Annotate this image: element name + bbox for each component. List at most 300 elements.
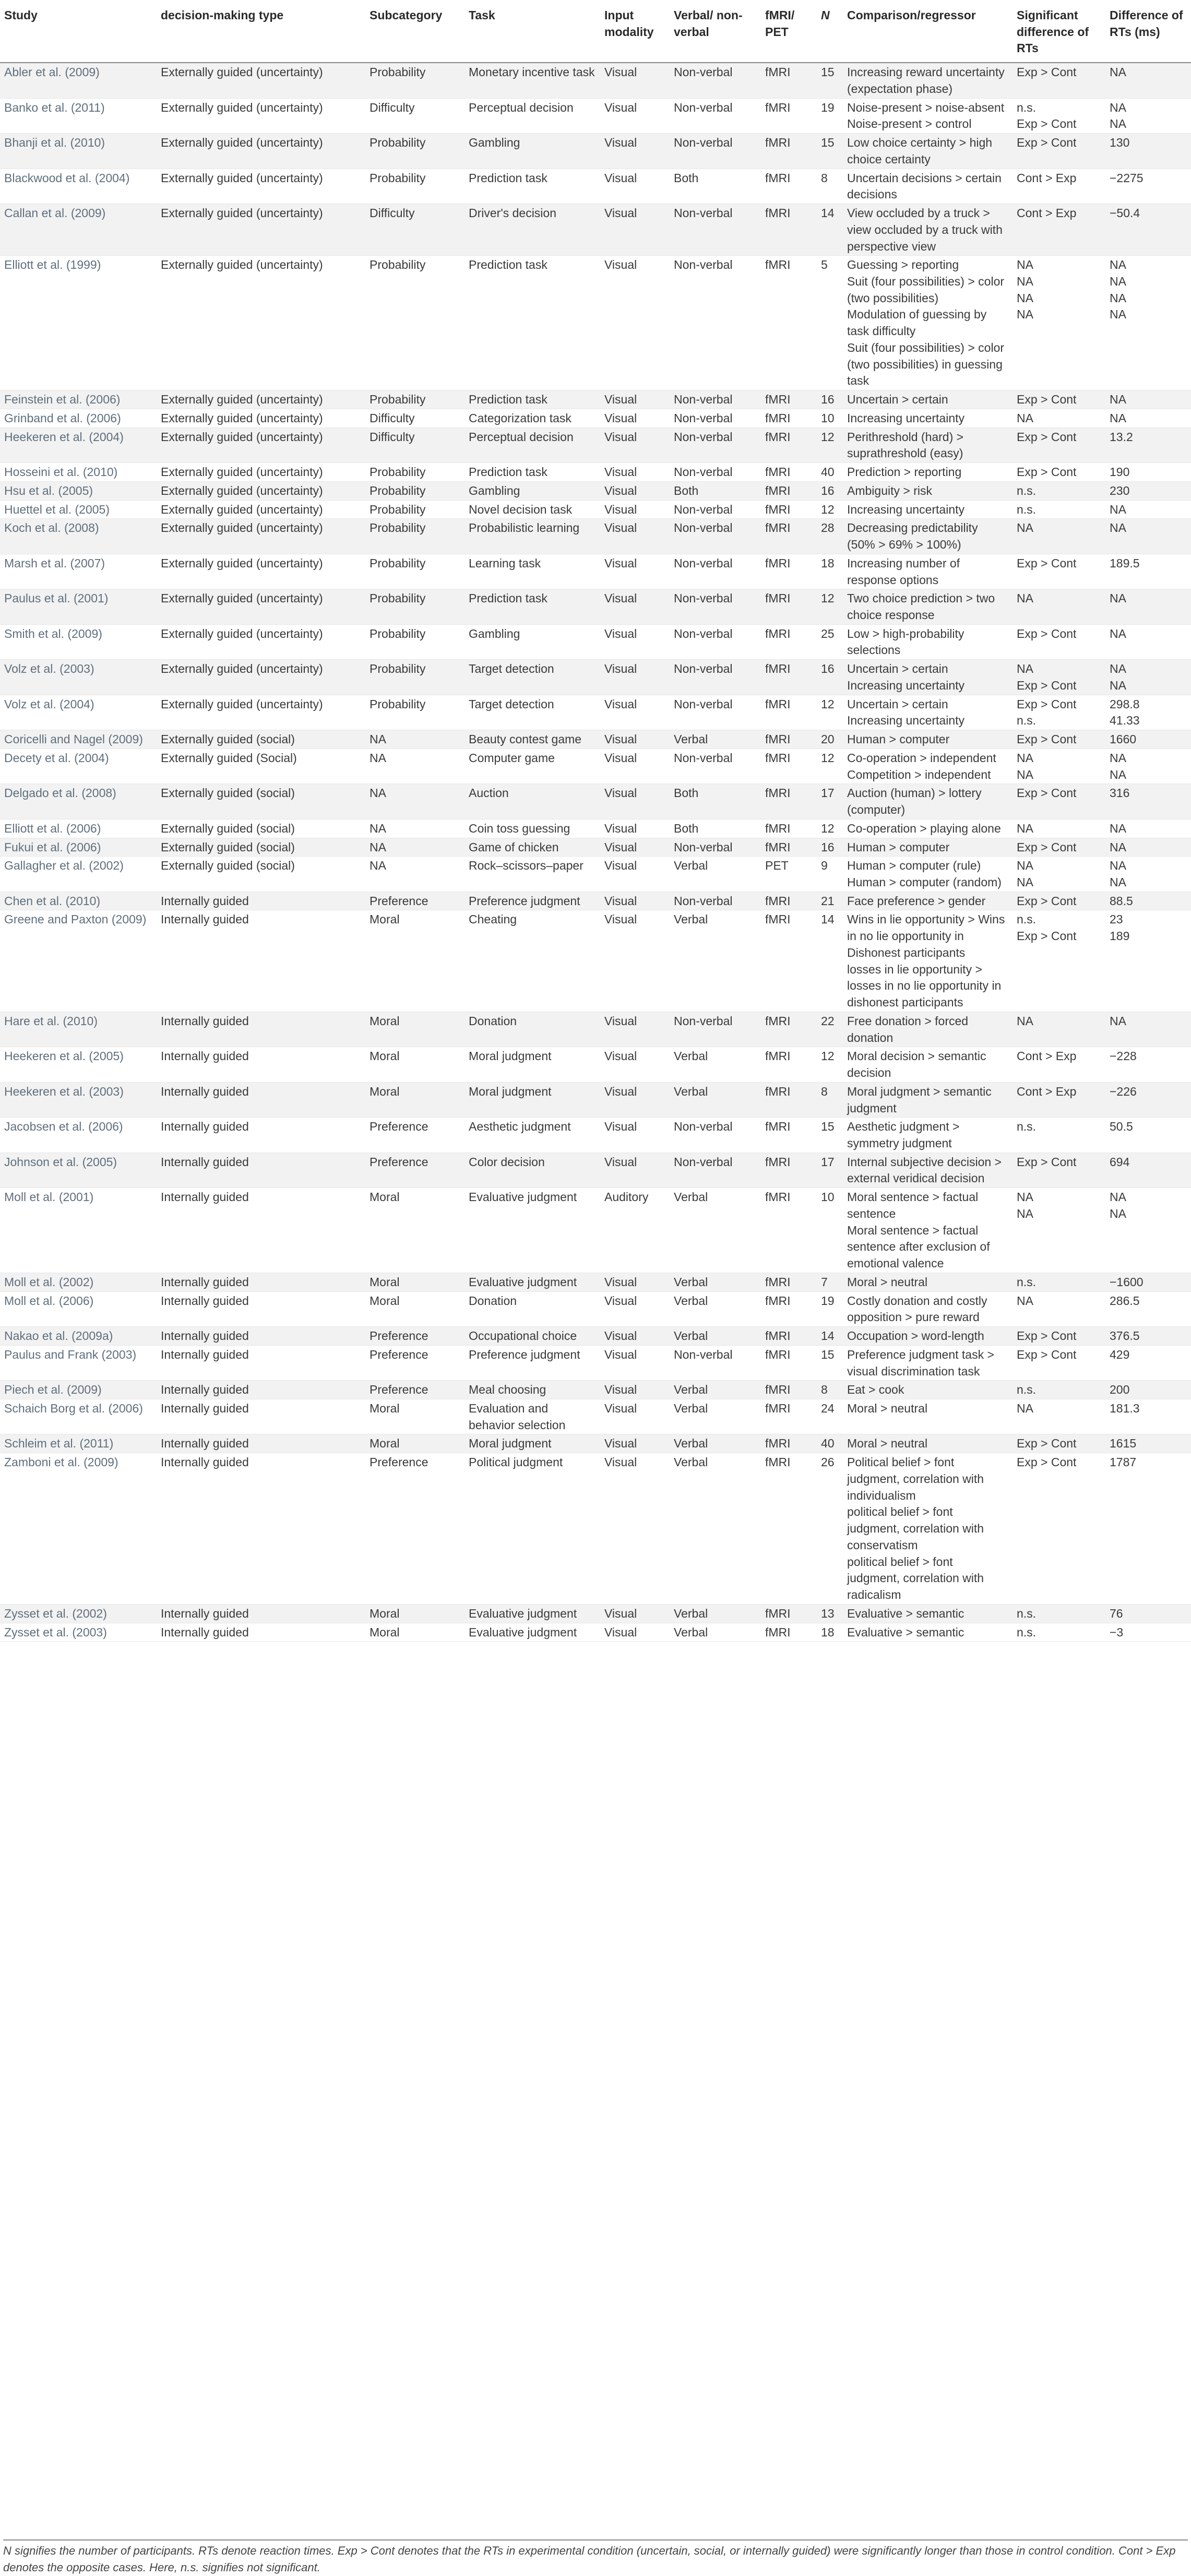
- cell-difference: [1105, 1118, 1191, 1153]
- cell-difference-entry: −2275: [1110, 171, 1144, 185]
- table-row: [0, 1381, 1191, 1399]
- cell-subcategory: Probability: [365, 390, 465, 409]
- table-row: [0, 428, 1191, 462]
- cell-subcategory: Probability: [365, 695, 465, 730]
- cell-method: fMRI: [761, 660, 817, 695]
- table-row: [0, 409, 1191, 428]
- cell-n: 13: [817, 1604, 843, 1623]
- cell-subcategory: Moral: [365, 1273, 465, 1291]
- cell-input-modality: Visual: [600, 624, 670, 659]
- cell-input-modality: Visual: [600, 819, 670, 838]
- cell-comparison: [843, 1345, 1013, 1380]
- cell-subcategory: NA: [365, 857, 465, 892]
- cell-difference-entry: 190: [1110, 465, 1130, 479]
- cell-task: Auction: [465, 784, 600, 819]
- cell-verbal: Non-verbal: [670, 519, 761, 554]
- cell-significance: [1013, 134, 1105, 169]
- cell-input-modality: Visual: [600, 390, 670, 409]
- cell-significance: [1013, 554, 1105, 589]
- cell-method: fMRI: [761, 63, 817, 98]
- cell-significance-entry: Exp > Cont: [1017, 678, 1077, 692]
- cell-subcategory: Probability: [365, 169, 465, 204]
- cell-comparison-entry: Moral judgment > semantic judgment: [847, 1084, 992, 1115]
- cell-difference-entry: NA: [1110, 626, 1126, 640]
- cell-task: Perceptual decision: [465, 98, 600, 133]
- cell-comparison-entry: Increasing reward uncertainty (expectation phase): [847, 65, 1005, 96]
- cell-input-modality: Visual: [600, 63, 670, 98]
- cell-task: Evaluation and behavior selection: [465, 1399, 600, 1434]
- cell-difference: [1105, 481, 1191, 500]
- cell-difference-entry: 1615: [1110, 1437, 1137, 1451]
- cell-input-modality: Visual: [600, 256, 670, 390]
- cell-significance-entry: Exp > Cont: [1017, 556, 1077, 570]
- cell-significance-entry: NA: [1017, 751, 1033, 765]
- cell-input-modality: Visual: [600, 1082, 670, 1117]
- table-row: [0, 390, 1191, 409]
- cell-significance: [1013, 1623, 1105, 1642]
- cell-difference: [1105, 1434, 1191, 1453]
- cell-comparison: [843, 1153, 1013, 1188]
- header-method: fMRI/ PET: [761, 0, 817, 63]
- cell-difference-entry: −50.4: [1110, 206, 1140, 220]
- cell-comparison-entry: Moral sentence > factual sentence after exclusion of emotional valence: [847, 1223, 990, 1271]
- cell-verbal: Verbal: [670, 1604, 761, 1623]
- cell-comparison-entry: Moral > neutral: [847, 1437, 928, 1451]
- cell-study: Zysset et al. (2002): [0, 1604, 157, 1623]
- cell-significance-entry: Cont > Exp: [1017, 171, 1077, 185]
- table-row: [0, 1327, 1191, 1346]
- cell-significance: [1013, 819, 1105, 838]
- cell-study: Feinstein et al. (2006): [0, 390, 157, 409]
- cell-significance: [1013, 63, 1105, 98]
- cell-comparison-entry: Moral > neutral: [847, 1402, 928, 1416]
- cell-difference: [1105, 1345, 1191, 1380]
- cell-significance-entry: NA: [1017, 859, 1033, 873]
- table-row: [0, 1623, 1191, 1642]
- cell-significance-entry: NA: [1017, 591, 1033, 606]
- cell-method: fMRI: [761, 1623, 817, 1642]
- cell-study: Moll et al. (2002): [0, 1273, 157, 1291]
- cell-task: Evaluative judgment: [465, 1188, 600, 1273]
- cell-verbal: Non-verbal: [670, 1345, 761, 1380]
- cell-difference: [1105, 390, 1191, 409]
- cell-input-modality: Visual: [600, 1291, 670, 1326]
- cell-decision-type: Internally guided: [157, 1345, 365, 1380]
- cell-method: fMRI: [761, 134, 817, 169]
- cell-decision-type: Internally guided: [157, 1047, 365, 1082]
- cell-difference-entry: 429: [1110, 1347, 1130, 1361]
- cell-comparison: [843, 1453, 1013, 1605]
- cell-task: Prediction task: [465, 589, 600, 624]
- cell-difference-entry: NA: [1110, 65, 1126, 79]
- cell-significance-entry: Cont > Exp: [1017, 1084, 1077, 1098]
- cell-subcategory: NA: [365, 838, 465, 857]
- cell-significance-entry: Exp > Cont: [1017, 894, 1077, 908]
- cell-verbal: Verbal: [670, 1291, 761, 1326]
- cell-n: 12: [817, 428, 843, 462]
- cell-input-modality: Visual: [600, 695, 670, 730]
- cell-subcategory: Probability: [365, 624, 465, 659]
- cell-difference-entry: 286.5: [1110, 1293, 1140, 1308]
- cell-comparison-entry: Preference judgment task > visual discrimination task: [847, 1347, 994, 1378]
- cell-input-modality: Visual: [600, 1153, 670, 1188]
- cell-task: Rock–scissors–paper: [465, 857, 600, 892]
- cell-decision-type: Internally guided: [157, 1327, 365, 1346]
- table-row: [0, 1047, 1191, 1082]
- cell-task: Probabilistic learning: [465, 519, 600, 554]
- cell-difference-entry: NA: [1110, 258, 1126, 272]
- cell-comparison-entry: View occluded by a truck > view occluded by a truck with perspective view: [847, 206, 1003, 253]
- cell-method: fMRI: [761, 749, 817, 784]
- table-row: [0, 481, 1191, 500]
- cell-input-modality: Visual: [600, 169, 670, 204]
- cell-comparison-entry: Internal subjective decision > external veridical decision: [847, 1155, 1002, 1185]
- cell-subcategory: Probability: [365, 63, 465, 98]
- cell-significance: [1013, 784, 1105, 819]
- cell-n: 14: [817, 1327, 843, 1346]
- cell-subcategory: Preference: [365, 1118, 465, 1153]
- cell-difference-entry: NA: [1110, 821, 1126, 835]
- cell-difference: [1105, 1453, 1191, 1605]
- cell-difference-entry: NA: [1110, 100, 1126, 114]
- cell-subcategory: Probability: [365, 256, 465, 390]
- cell-comparison: [843, 1399, 1013, 1434]
- cell-decision-type: Externally guided (uncertainty): [157, 463, 365, 482]
- cell-significance-entry: n.s.: [1017, 100, 1037, 114]
- cell-difference: [1105, 1291, 1191, 1326]
- header-study: Study: [0, 0, 157, 63]
- cell-n: 25: [817, 624, 843, 659]
- cell-significance-entry: n.s.: [1017, 1120, 1037, 1134]
- cell-comparison-entry: Political belief > font judgment, correlation with individualism: [847, 1455, 984, 1502]
- cell-task: Moral judgment: [465, 1082, 600, 1117]
- cell-comparison-entry: Competition > independent: [847, 767, 991, 781]
- cell-method: fMRI: [761, 784, 817, 819]
- cell-method: fMRI: [761, 1291, 817, 1326]
- cell-input-modality: Visual: [600, 1399, 670, 1434]
- cell-subcategory: Moral: [365, 1012, 465, 1047]
- cell-comparison-entry: Free donation > forced donation: [847, 1014, 969, 1044]
- cell-difference: [1105, 409, 1191, 428]
- cell-method: fMRI: [761, 1345, 817, 1380]
- cell-significance-entry: NA: [1017, 662, 1033, 676]
- cell-significance-entry: NA: [1017, 1190, 1033, 1204]
- cell-task: Categorization task: [465, 409, 600, 428]
- cell-comparison-entry: Moral decision > semantic decision: [847, 1049, 986, 1080]
- cell-significance: [1013, 749, 1105, 784]
- cell-subcategory: Moral: [365, 910, 465, 1012]
- cell-significance-entry: NA: [1017, 258, 1033, 272]
- cell-significance: [1013, 1188, 1105, 1273]
- cell-n: 12: [817, 589, 843, 624]
- cell-comparison-entry: Face preference > gender: [847, 894, 986, 908]
- cell-subcategory: Moral: [365, 1188, 465, 1273]
- cell-significance: [1013, 1082, 1105, 1117]
- cell-n: 17: [817, 784, 843, 819]
- cell-task: Target detection: [465, 695, 600, 730]
- cell-input-modality: Visual: [600, 98, 670, 133]
- cell-method: fMRI: [761, 1399, 817, 1434]
- cell-task: Donation: [465, 1291, 600, 1326]
- cell-comparison: [843, 749, 1013, 784]
- cell-input-modality: Visual: [600, 730, 670, 749]
- table-row: [0, 1273, 1191, 1291]
- cell-subcategory: Moral: [365, 1434, 465, 1453]
- table-row: [0, 1345, 1191, 1380]
- table-row: [0, 1153, 1191, 1188]
- header-decision-type: decision-making type: [157, 0, 365, 63]
- table-row: [0, 660, 1191, 695]
- cell-comparison-entry: Increasing uncertainty: [847, 714, 965, 728]
- cell-n: 8: [817, 1082, 843, 1117]
- cell-difference-entry: NA: [1110, 859, 1126, 873]
- cell-n: 21: [817, 892, 843, 910]
- cell-significance-entry: Exp > Cont: [1017, 1329, 1077, 1343]
- cell-subcategory: Probability: [365, 463, 465, 482]
- cell-difference: [1105, 169, 1191, 204]
- cell-comparison: [843, 660, 1013, 695]
- cell-n: 15: [817, 1345, 843, 1380]
- cell-difference: [1105, 1188, 1191, 1273]
- cell-significance: [1013, 857, 1105, 892]
- cell-difference-entry: 189: [1110, 929, 1130, 943]
- table-row: [0, 519, 1191, 554]
- cell-comparison: [843, 463, 1013, 482]
- cell-method: fMRI: [761, 409, 817, 428]
- cell-verbal: Non-verbal: [670, 463, 761, 482]
- cell-difference-entry: NA: [1110, 411, 1126, 425]
- cell-significance-entry: Exp > Cont: [1017, 929, 1077, 943]
- cell-study: Koch et al. (2008): [0, 519, 157, 554]
- cell-difference: [1105, 1399, 1191, 1434]
- cell-method: fMRI: [761, 500, 817, 519]
- cell-difference: [1105, 749, 1191, 784]
- header-significance: Significant difference of RTs: [1013, 0, 1105, 63]
- cell-significance-entry: Exp > Cont: [1017, 1455, 1077, 1469]
- cell-difference-entry: −3: [1110, 1625, 1124, 1639]
- cell-comparison: [843, 256, 1013, 390]
- cell-comparison: [843, 98, 1013, 133]
- cell-significance-entry: Exp > Cont: [1017, 626, 1077, 640]
- cell-significance: [1013, 695, 1105, 730]
- cell-subcategory: Difficulty: [365, 204, 465, 256]
- cell-decision-type: Externally guided (uncertainty): [157, 204, 365, 256]
- cell-input-modality: Visual: [600, 204, 670, 256]
- cell-verbal: Non-verbal: [670, 1012, 761, 1047]
- cell-input-modality: Visual: [600, 892, 670, 910]
- cell-difference: [1105, 819, 1191, 838]
- cell-difference-entry: NA: [1110, 751, 1126, 765]
- cell-decision-type: Internally guided: [157, 1381, 365, 1399]
- cell-comparison: [843, 519, 1013, 554]
- cell-significance-entry: Exp > Cont: [1017, 1347, 1077, 1361]
- cell-verbal: Verbal: [670, 857, 761, 892]
- cell-subcategory: Probability: [365, 134, 465, 169]
- cell-comparison: [843, 1273, 1013, 1291]
- cell-difference-entry: 694: [1110, 1155, 1130, 1169]
- cell-significance-entry: n.s.: [1017, 1606, 1037, 1620]
- cell-comparison-entry: Guessing > reporting: [847, 258, 959, 272]
- cell-study: Zysset et al. (2003): [0, 1623, 157, 1642]
- cell-method: fMRI: [761, 169, 817, 204]
- cell-verbal: Both: [670, 819, 761, 838]
- cell-comparison-entry: Suit (four possibilities) > color (two possibilities): [847, 275, 1005, 305]
- cell-significance: [1013, 624, 1105, 659]
- cell-difference: [1105, 1273, 1191, 1291]
- cell-difference: [1105, 1047, 1191, 1082]
- cell-significance-entry: Exp > Cont: [1017, 697, 1077, 711]
- cell-difference-entry: NA: [1110, 767, 1126, 781]
- cell-input-modality: Visual: [600, 519, 670, 554]
- cell-comparison: [843, 481, 1013, 500]
- cell-subcategory: Preference: [365, 892, 465, 910]
- cell-significance-entry: n.s.: [1017, 1625, 1037, 1639]
- cell-comparison-entry: Wins in lie opportunity > Wins in no lie opportunity in Dishonest participants: [847, 912, 1005, 959]
- cell-difference-entry: 76: [1110, 1606, 1123, 1620]
- cell-significance-entry: NA: [1017, 1293, 1033, 1308]
- cell-comparison: [843, 695, 1013, 730]
- cell-difference-entry: NA: [1110, 1014, 1126, 1028]
- cell-method: fMRI: [761, 463, 817, 482]
- cell-subcategory: Moral: [365, 1399, 465, 1434]
- cell-difference: [1105, 857, 1191, 892]
- table-body: [0, 63, 1191, 1642]
- cell-verbal: Non-verbal: [670, 1118, 761, 1153]
- cell-subcategory: Preference: [365, 1153, 465, 1188]
- table-row: [0, 819, 1191, 838]
- cell-significance-entry: NA: [1017, 821, 1033, 835]
- cell-n: 9: [817, 857, 843, 892]
- cell-difference-entry: −228: [1110, 1049, 1137, 1063]
- cell-verbal: Non-verbal: [670, 660, 761, 695]
- cell-n: 22: [817, 1012, 843, 1047]
- cell-input-modality: Visual: [600, 500, 670, 519]
- cell-input-modality: Visual: [600, 910, 670, 1012]
- cell-significance-entry: n.s.: [1017, 714, 1037, 728]
- cell-significance: [1013, 910, 1105, 1012]
- cell-difference: [1105, 1604, 1191, 1623]
- cell-significance: [1013, 838, 1105, 857]
- cell-difference: [1105, 134, 1191, 169]
- cell-method: fMRI: [761, 1453, 817, 1605]
- cell-task: Novel decision task: [465, 500, 600, 519]
- cell-n: 12: [817, 749, 843, 784]
- cell-decision-type: Externally guided (social): [157, 730, 365, 749]
- cell-decision-type: Externally guided (social): [157, 857, 365, 892]
- cell-n: 16: [817, 660, 843, 695]
- cell-n: 12: [817, 1047, 843, 1082]
- cell-comparison: [843, 1047, 1013, 1082]
- cell-comparison: [843, 910, 1013, 1012]
- cell-significance: [1013, 1273, 1105, 1291]
- cell-significance: [1013, 589, 1105, 624]
- cell-input-modality: Visual: [600, 838, 670, 857]
- cell-difference-entry: NA: [1110, 275, 1126, 289]
- cell-method: PET: [761, 857, 817, 892]
- cell-n: 19: [817, 1291, 843, 1326]
- cell-difference-entry: 23: [1110, 912, 1123, 927]
- cell-difference-entry: NA: [1110, 1206, 1126, 1220]
- cell-study: Coricelli and Nagel (2009): [0, 730, 157, 749]
- cell-n: 15: [817, 63, 843, 98]
- cell-comparison-entry: Decreasing predictability (50% > 69% > 100%): [847, 521, 978, 552]
- cell-significance-entry: Exp > Cont: [1017, 465, 1077, 479]
- cell-significance: [1013, 409, 1105, 428]
- cell-study: Heekeren et al. (2003): [0, 1082, 157, 1117]
- table-row: [0, 1453, 1191, 1605]
- cell-comparison: [843, 1434, 1013, 1453]
- cell-decision-type: Externally guided (uncertainty): [157, 519, 365, 554]
- cell-comparison: [843, 784, 1013, 819]
- header-input-modality: Input modality: [600, 0, 670, 63]
- cell-comparison-entry: Co-operation > playing alone: [847, 821, 1001, 835]
- cell-decision-type: Externally guided (uncertainty): [157, 589, 365, 624]
- cell-significance: [1013, 169, 1105, 204]
- cell-study: Gallagher et al. (2002): [0, 857, 157, 892]
- cell-significance-entry: Exp > Cont: [1017, 1437, 1077, 1451]
- cell-input-modality: Visual: [600, 589, 670, 624]
- table-row: [0, 204, 1191, 256]
- cell-method: fMRI: [761, 1118, 817, 1153]
- cell-difference-entry: 1660: [1110, 732, 1137, 746]
- cell-method: fMRI: [761, 519, 817, 554]
- cell-comparison: [843, 134, 1013, 169]
- cell-study: Blackwood et al. (2004): [0, 169, 157, 204]
- table-row: [0, 1188, 1191, 1273]
- cell-decision-type: Externally guided (uncertainty): [157, 660, 365, 695]
- cell-verbal: Non-verbal: [670, 589, 761, 624]
- cell-significance: [1013, 1604, 1105, 1623]
- cell-comparison-entry: Uncertain > certain: [847, 662, 948, 676]
- cell-verbal: Non-verbal: [670, 134, 761, 169]
- cell-subcategory: Moral: [365, 1604, 465, 1623]
- cell-task: Aesthetic judgment: [465, 1118, 600, 1153]
- cell-difference-entry: 189.5: [1110, 556, 1140, 570]
- cell-subcategory: Preference: [365, 1345, 465, 1380]
- cell-subcategory: Preference: [365, 1453, 465, 1605]
- cell-task: Occupational choice: [465, 1327, 600, 1346]
- cell-difference: [1105, 98, 1191, 133]
- cell-task: Target detection: [465, 660, 600, 695]
- cell-task: Donation: [465, 1012, 600, 1047]
- cell-comparison-entry: Low choice certainty > high choice certainty: [847, 136, 993, 166]
- cell-study: Decety et al. (2004): [0, 749, 157, 784]
- cell-difference: [1105, 63, 1191, 98]
- cell-comparison: [843, 554, 1013, 589]
- cell-difference-entry: NA: [1110, 662, 1126, 676]
- cell-decision-type: Externally guided (uncertainty): [157, 390, 365, 409]
- table-row: [0, 1012, 1191, 1047]
- cell-verbal: Both: [670, 784, 761, 819]
- table-row: [0, 256, 1191, 390]
- cell-task: Game of chicken: [465, 838, 600, 857]
- cell-subcategory: Probability: [365, 519, 465, 554]
- table-row: [0, 892, 1191, 910]
- cell-comparison-entry: Low > high-probability selections: [847, 626, 964, 657]
- cell-comparison: [843, 428, 1013, 462]
- cell-significance: [1013, 1399, 1105, 1434]
- cell-comparison-entry: Auction (human) > lottery (computer): [847, 786, 982, 817]
- cell-method: fMRI: [761, 910, 817, 1012]
- cell-difference: [1105, 1153, 1191, 1188]
- cell-input-modality: Visual: [600, 1012, 670, 1047]
- cell-difference-entry: NA: [1110, 117, 1126, 131]
- cell-study: Abler et al. (2009): [0, 63, 157, 98]
- cell-decision-type: Externally guided (uncertainty): [157, 695, 365, 730]
- cell-decision-type: Externally guided (uncertainty): [157, 256, 365, 390]
- cell-study: Jacobsen et al. (2006): [0, 1118, 157, 1153]
- cell-difference: [1105, 1082, 1191, 1117]
